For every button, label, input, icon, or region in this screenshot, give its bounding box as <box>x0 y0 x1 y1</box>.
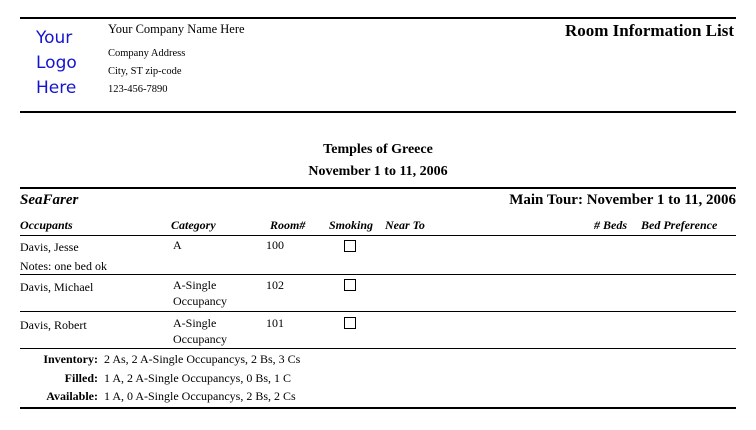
report-title: Room Information List <box>564 21 734 40</box>
logo-line: Here <box>36 78 77 98</box>
category-value: A-Single <box>173 278 217 292</box>
smoking-checkbox <box>344 279 356 291</box>
occupant-name: Davis, Michael <box>20 280 94 294</box>
col-smoking: Smoking <box>329 218 374 232</box>
col-near-to: Near To <box>385 218 425 232</box>
category-value: A-Single <box>173 316 217 330</box>
category-value-line2: Occupancy <box>173 294 227 308</box>
smoking-checkbox <box>344 317 356 329</box>
tour-dates: November 1 to 11, 2006 <box>308 164 448 179</box>
inventory-label: Inventory: <box>43 352 98 366</box>
room-number: 101 <box>266 316 284 330</box>
occupant-notes: Notes: one bed ok <box>20 259 107 273</box>
ship-name: SeaFarer <box>20 192 79 208</box>
company-info <box>108 22 245 99</box>
company-name: Your Company Name Here <box>108 22 245 36</box>
main-tour: Main Tour: November 1 to 11, 2006 <box>509 192 736 208</box>
filled-label: Filled: <box>64 371 98 385</box>
filled-value: 1 A, 2 A-Single Occupancys, 0 Bs, 1 C <box>104 371 291 385</box>
col-room: Room# <box>270 218 306 232</box>
bottom-rule <box>20 407 736 409</box>
company-address: Company Address <box>108 48 186 59</box>
logo-line: Your <box>36 28 73 48</box>
row-divider <box>20 274 736 275</box>
tour-name: Temples of Greece <box>323 142 433 157</box>
room-number: 102 <box>266 278 284 292</box>
col-category: Category <box>171 218 216 232</box>
occupant-name: Davis, Jesse <box>20 240 79 254</box>
category-value: A <box>173 238 182 252</box>
header-rule <box>20 111 736 113</box>
col-bed-preference: Bed Preference <box>641 218 718 232</box>
col-beds: # Beds <box>594 218 627 232</box>
available-value: 1 A, 0 A-Single Occupancys, 2 Bs, 2 Cs <box>104 389 296 403</box>
section-rule <box>20 187 736 189</box>
header-divider <box>20 235 736 236</box>
company-city: City, ST zip-code <box>108 66 182 77</box>
smoking-checkbox <box>344 240 356 252</box>
available-label: Available: <box>46 389 98 403</box>
row-divider <box>20 348 736 349</box>
company-phone: 123-456-7890 <box>108 84 168 95</box>
row-divider <box>20 311 736 312</box>
inventory-value: 2 As, 2 A-Single Occupancys, 2 Bs, 3 Cs <box>104 352 301 366</box>
company-logo <box>36 26 96 101</box>
room-number: 100 <box>266 238 284 252</box>
occupant-name: Davis, Robert <box>20 318 87 332</box>
category-value-line2: Occupancy <box>173 332 227 346</box>
logo-line: Logo <box>36 53 77 73</box>
col-occupants: Occupants <box>20 218 73 232</box>
top-rule <box>20 17 736 19</box>
